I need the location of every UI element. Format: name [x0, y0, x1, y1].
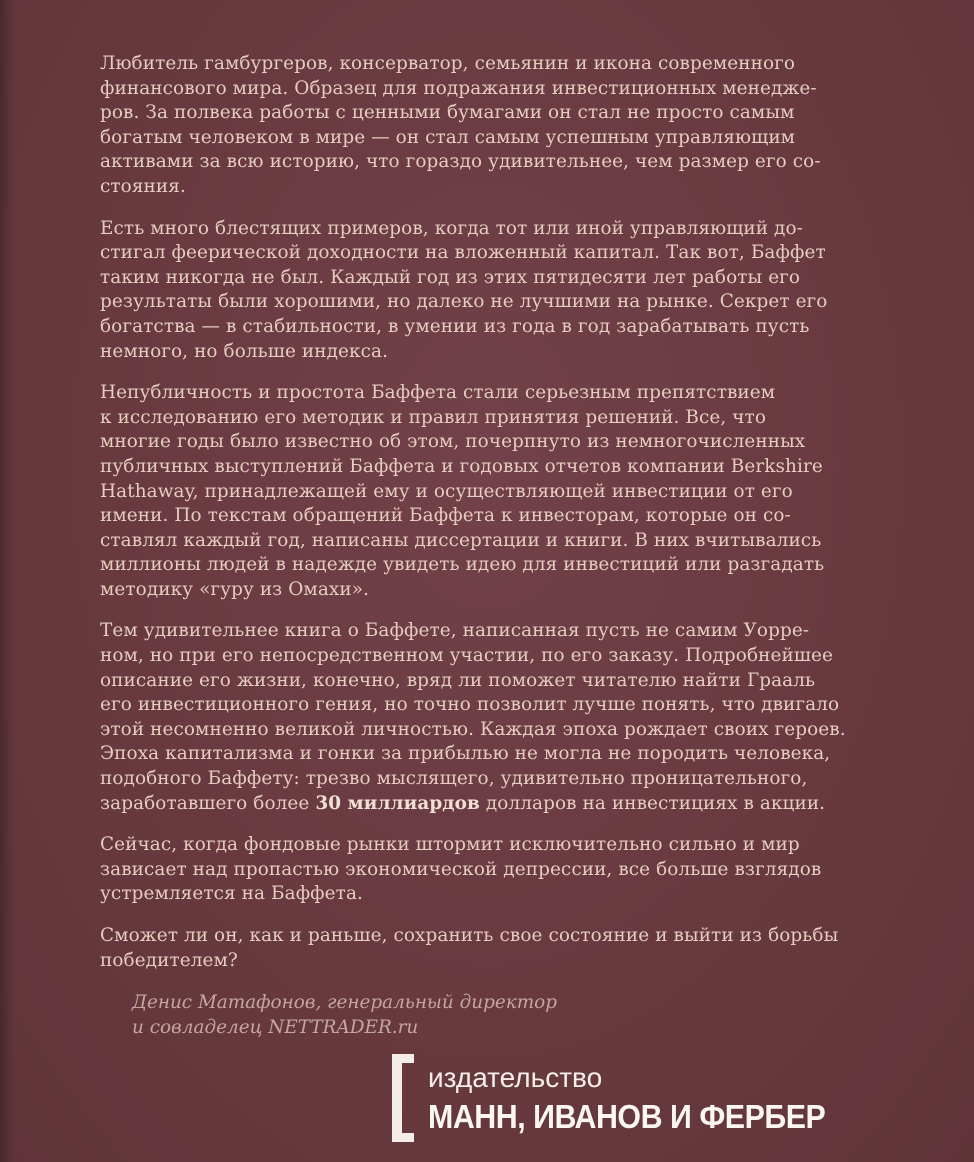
text-line: Сейчас, когда фондовые рынки штормит исключительно сильно и мир — [100, 834, 800, 856]
text-line: немного, но больше индекса. — [100, 340, 389, 362]
publisher-logo — [392, 1054, 832, 1144]
text-line-with-highlight — [100, 792, 826, 817]
text-line: Непубличность и простота Баффета стали серьезным препятствием — [100, 382, 776, 404]
text-line: зависает над пропастью экономической депрессии, все больше взглядов — [100, 858, 822, 880]
text-line: его инвестиционного гения, но точно позволит лучше понять, что двигало — [100, 694, 840, 716]
text-line: Сможет ли он, как и раньше, сохранить свое состояние и выйти из борьбы — [100, 925, 839, 946]
text-line: стояния. — [100, 175, 186, 197]
text-line: устремляется на Баффета. — [100, 883, 363, 905]
text-line: описание его жизни, конечно, вряд ли поможет читателю найти Грааль — [100, 669, 816, 691]
text-segment: долларов на инвестициях в акции. — [479, 792, 826, 814]
publisher-name: МАНН, ИВАНОВ И ФЕРБЕР — [428, 1098, 826, 1135]
text-line: подобного Баффету: трезво мыслящего, удивительно проницательного, — [100, 768, 808, 790]
publisher-label: издательство — [428, 1062, 603, 1093]
spine-shadow — [0, 0, 14, 1162]
back-cover-text — [100, 52, 846, 1040]
text-line: активами за всю историю, что гораздо удивительнее, чем размер его со- — [100, 151, 821, 173]
paragraph-4 — [100, 619, 846, 816]
text-line: победителем? — [100, 949, 238, 971]
highlight-amount: 30 миллиардов — [315, 792, 480, 814]
text-line: методику «гуру из Омахи». — [100, 578, 370, 600]
signature-line: и совладелец NETTRADER.ru — [132, 1017, 419, 1039]
text-line: миллионы людей в надежде увидеть идею для инвестиций или разгадать — [100, 554, 825, 576]
paragraph-3 — [100, 381, 825, 602]
text-line: богатым человеком в мире — он стал самым успешным управляющим — [100, 126, 796, 148]
text-line: Hathaway, принадлежащей ему и осуществляющей инвестиции от его — [100, 480, 793, 502]
text-line: к исследованию его методик и правил принятия решений. Все, что — [100, 406, 766, 428]
text-segment: заработавшего более — [100, 792, 316, 814]
text-line: Любитель гамбургеров, консерватор, семьянин и икона современного — [100, 53, 796, 74]
bracket-icon — [392, 1054, 414, 1142]
text-line: результаты были хорошими, но далеко не лучшими на рынке. Секрет его — [100, 291, 828, 313]
text-line: таким никогда не был. Каждый год из этих пятидесяти лет работы его — [100, 266, 801, 288]
text-line: финансового мира. Образец для подражания инвестиционных менедже- — [100, 77, 817, 99]
paragraph-2 — [100, 217, 828, 365]
text-line: этой несомненно великой личностью. Каждая эпоха рождает своих героев. — [100, 718, 846, 740]
text-line: Есть много блестящих примеров, когда тот или иной управляющий до- — [100, 217, 803, 239]
text-line: ров. За полвека работы с ценными бумагами он стал не просто самым — [100, 102, 795, 124]
text-line: Тем удивительнее книга о Баффете, написанная пусть не самим Уорре- — [100, 620, 810, 642]
signature-line: Денис Матафонов, генеральный директор — [132, 992, 558, 1014]
text-line: публичных выступлений Баффета и годовых отчетов компании Berkshire — [100, 455, 823, 477]
text-line: стигал феерической доходности на вложенный капитал. Так вот, Баффет — [100, 242, 826, 264]
signature — [132, 990, 812, 1040]
text-line: имени. По текстам обращений Баффета к инвесторам, которые он со- — [100, 505, 791, 527]
text-line: ном, но при его непосредственном участии, по его заказу. Подробнейшее — [100, 645, 834, 667]
text-line: богатства — в стабильности, в умении из года в год зарабатывать пусть — [100, 315, 810, 337]
text-line: ставлял каждый год, написаны диссертации и книги. В них вчитывались — [100, 529, 822, 551]
paragraph-5 — [100, 833, 822, 907]
text-line: многие годы было известно об этом, почерпнуто из немногочисленных — [100, 431, 806, 453]
paragraph-1 — [100, 52, 821, 200]
paragraph-6 — [100, 924, 839, 973]
text-line: Эпоха капитализма и гонки за прибылью не могла не породить человека, — [100, 743, 831, 765]
